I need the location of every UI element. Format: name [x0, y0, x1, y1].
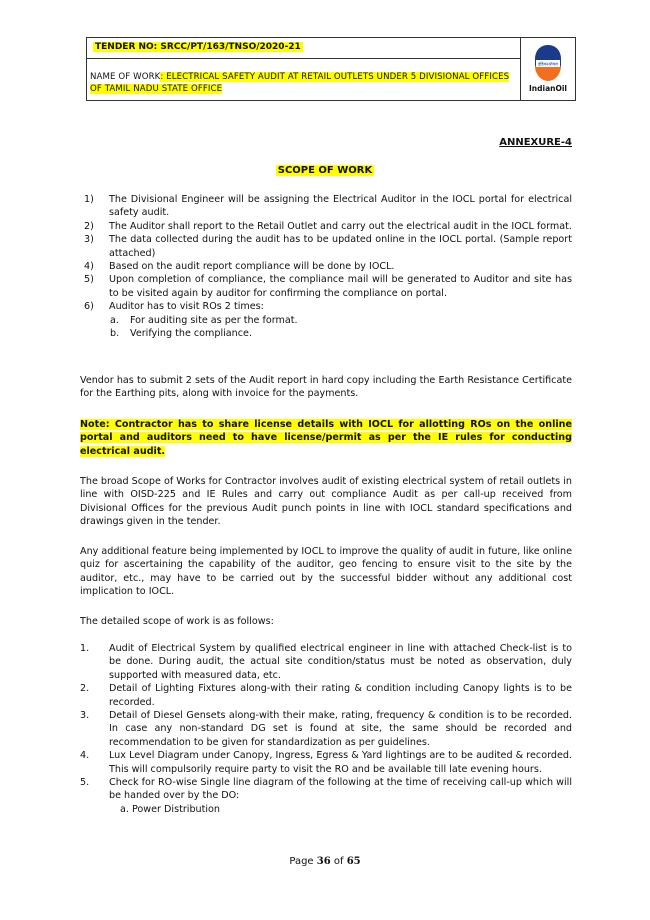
- detailed-scope-list: [80, 642, 572, 816]
- annexure-label: ANNEXURE-4: [499, 137, 572, 148]
- broad-scope-paragraph: The broad Scope of Works for Contractor involves audit of existing electrical system of retail outlets in line with OISD-225 and IE Rules and carry out compliance Audit as per call-up received from Divisional Offices for the previous Audit punch points in line with IOCL standard specifications and drawings given in the tender.: [80, 476, 572, 528]
- tender-row: [87, 38, 520, 59]
- name-of-work-value: : ELECTRICAL SAFETY AUDIT AT RETAIL OUTLETS UNDER 5 DIVISIONAL OFFICES OF TAMIL NADU STATE OFFICE: [90, 72, 510, 94]
- footer-page-number: 36: [316, 856, 331, 867]
- list-item: 3. Detail of Diesel Gensets along-with their make, rating, frequency & condition is to be recorded. In case any non-standard DG set is found at site, the same should be recorded and recommendation to be given for standardization as per guidelines.: [80, 710, 572, 748]
- header-table: [86, 37, 576, 101]
- list-item: 3) The data collected during the audit has to be updated online in the IOCL portal. (Sample report attached): [84, 234, 572, 259]
- list-item: 6) Auditor has to visit ROs 2 times:: [84, 301, 264, 313]
- footer-of: of: [333, 856, 344, 867]
- list-item: 1) The Divisional Engineer will be assigning the Electrical Auditor in the IOCL portal for electrical safety audit.: [84, 194, 572, 219]
- note-paragraph: [80, 418, 572, 458]
- name-of-work-label: NAME OF WORK: [90, 72, 161, 82]
- logo-text: IndianOil: [529, 84, 567, 93]
- scope-list: [80, 193, 572, 340]
- note-text: Note: Contractor has to share license details with IOCL for allotting ROs on the online portal and auditors need to have license/permit as per the IE rules for conducting electrical audit.: [80, 419, 572, 457]
- vendor-paragraph: Vendor has to submit 2 sets of the Audit report in hard copy including the Earth Resistance Certificate for the Earthing pits, along with invoice for the payments.: [80, 375, 572, 400]
- footer-page-total: 65: [346, 856, 361, 867]
- logo-mark-text: इंडियनऑयल: [538, 61, 558, 67]
- page-title: [0, 165, 650, 176]
- list-item: 2. Detail of Lighting Fixtures along-with their rating & condition including Canopy lights is to be recorded.: [80, 683, 572, 708]
- list-item: 5) Upon completion of compliance, the compliance mail will be generated to Auditor and site has to be visited again by auditor for confirming the compliance on portal.: [84, 274, 572, 299]
- sub-list-item: a. For auditing site as per the format.: [110, 314, 298, 326]
- indianoil-logo-icon: [534, 44, 562, 82]
- tender-number: TENDER NO: SRCC/PT/163/TNSO/2020-21: [95, 42, 301, 52]
- list-item: 4) Based on the audit report compliance will be done by IOCL.: [84, 261, 395, 273]
- list-item: 1. Audit of Electrical System by qualified electrical engineer in line with attached Check-list is to be done. During audit, the actual site condition/status must be noted as observation, duly supported with measured data, etc.: [80, 643, 572, 681]
- scope-title: SCOPE OF WORK: [277, 165, 373, 176]
- detailed-scope-intro: The detailed scope of work is as follows:: [80, 616, 274, 627]
- logo-cell: [521, 38, 575, 100]
- list-item: 2) The Auditor shall report to the Retail Outlet and carry out the electrical audit in the IOCL format.: [84, 220, 572, 232]
- footer-prefix: Page: [289, 856, 314, 867]
- sub-list-item: a. Power Distribution: [120, 803, 221, 815]
- name-of-work: [90, 71, 514, 95]
- page-footer: [0, 856, 650, 867]
- list-item: 5. Check for RO-wise Single line diagram of the following at the time of receiving call-up which will be handed over by the DO:: [80, 777, 572, 802]
- sub-list-item: b. Verifying the compliance.: [110, 328, 252, 340]
- additional-feature-paragraph: Any additional feature being implemented by IOCL to improve the quality of audit in future, like online quiz for ascertaining the capability of the auditor, geo fencing to ensure visit to the site by the auditor, etc., may have to be carried out by the successful bidder without any additional cost implication to IOCL.: [80, 546, 572, 598]
- list-item: 4. Lux Level Diagram under Canopy, Ingress, Egress & Yard lightings are to be audited & recorded. This will compulsorily require party to visit the RO and be available till late evening hours.: [80, 750, 572, 775]
